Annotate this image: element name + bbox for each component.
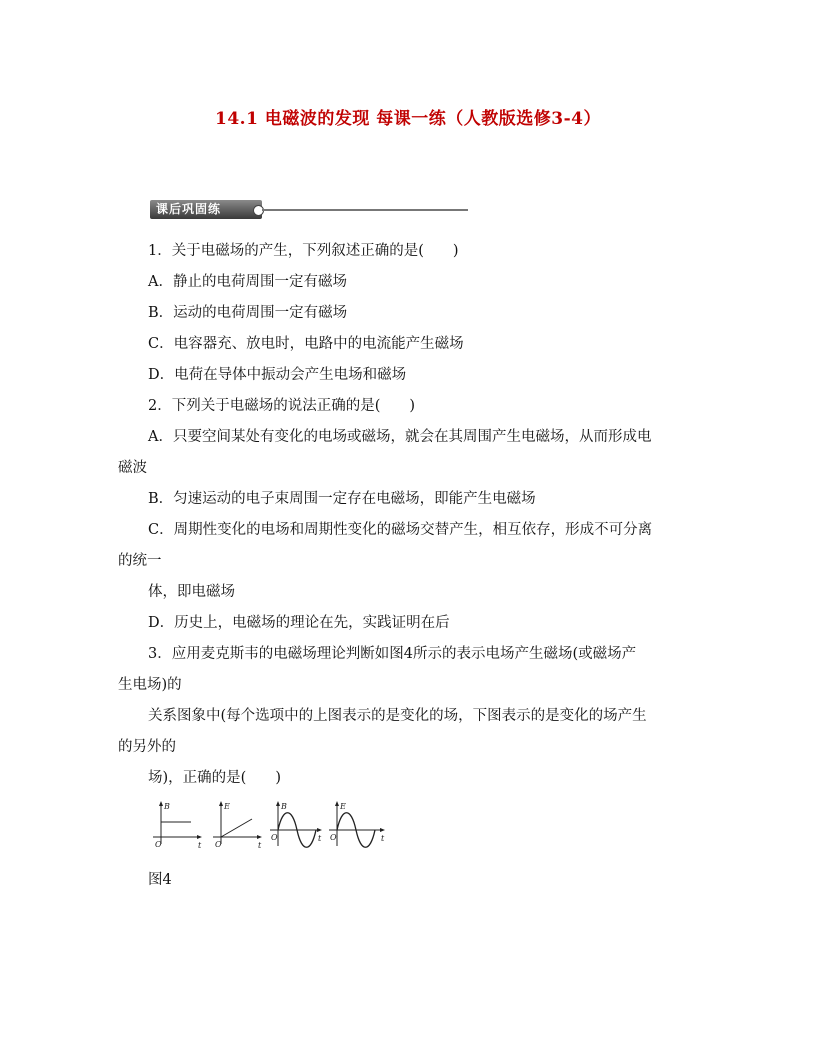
question-1-stem: 1．关于电磁场的产生，下列叙述正确的是( ): [148, 243, 459, 259]
question-1-option-a: A．静止的电荷周围一定有磁场: [148, 274, 347, 290]
graph-1-origin: O: [155, 840, 162, 849]
graph-panel-1: [153, 801, 202, 850]
figure-4-graphs: [150, 800, 390, 855]
graph-panel-4: [329, 801, 385, 847]
question-3-stem-cont: 生电场)的: [118, 677, 182, 693]
question-2-option-a-cont: 磁波: [118, 460, 147, 476]
graph-3-origin: O: [271, 833, 278, 842]
question-2-option-c-cont2: 体，即电磁场: [148, 584, 235, 600]
graph-2-x-label: t: [258, 841, 262, 850]
question-2-option-a: A．只要空间某处有变化的电场或磁场，就会在其周围产生电磁场，从而形成电: [148, 429, 652, 445]
question-1-option-d: D．电荷在导体中振动会产生电场和磁场: [148, 367, 407, 383]
graph-4-x-label: t: [381, 834, 385, 843]
graph-4-y-label: E: [340, 802, 346, 811]
page-title: 14.1 电磁波的发现 每课一练（人教版选修3-4）: [215, 109, 601, 129]
question-3-stem-cont2: 关系图象中(每个选项中的上图表示的是变化的场，下图表示的是变化的场产生: [148, 708, 647, 724]
question-3-stem-cont4: 场)，正确的是( ): [148, 770, 281, 786]
figure-caption: 图4: [148, 872, 172, 888]
question-2-option-c-cont: 的统一: [118, 553, 162, 569]
question-2-option-c: C．周期性变化的电场和周期性变化的磁场交替产生，相互依存，形成不可分离: [148, 522, 653, 538]
graph-2-y-label: E: [224, 802, 230, 811]
question-3-stem-cont3: 的另外的: [118, 739, 176, 755]
graph-panel-2: [213, 801, 262, 850]
graph-1-y-label: B: [164, 802, 170, 811]
question-content: [118, 236, 698, 794]
question-1-option-b: B．运动的电荷周围一定有磁场: [148, 305, 348, 321]
section-banner-label: 课后巩固练: [150, 200, 262, 219]
question-2-option-b: B．匀速运动的电子束周围一定存在电磁场，即能产生电磁场: [148, 491, 536, 507]
banner-divider: [262, 209, 468, 211]
question-2-option-d: D．历史上，电磁场的理论在先，实践证明在后: [148, 615, 450, 631]
question-1-option-c: C．电容器充、放电时，电路中的电流能产生磁场: [148, 336, 464, 352]
graph-1-x-label: t: [198, 841, 202, 850]
graph-4-origin: O: [330, 833, 337, 842]
graph-panel-3: [270, 801, 322, 847]
graph-3-x-label: t: [318, 834, 322, 843]
graph-2-origin: O: [215, 840, 222, 849]
question-3-stem: 3．应用麦克斯韦的电磁场理论判断如图4所示的表示电场产生磁场(或磁场产: [148, 646, 637, 662]
question-2-stem: 2．下列关于电磁场的说法正确的是( ): [148, 398, 416, 414]
section-banner: [150, 199, 470, 221]
graph-3-y-label: B: [281, 802, 287, 811]
